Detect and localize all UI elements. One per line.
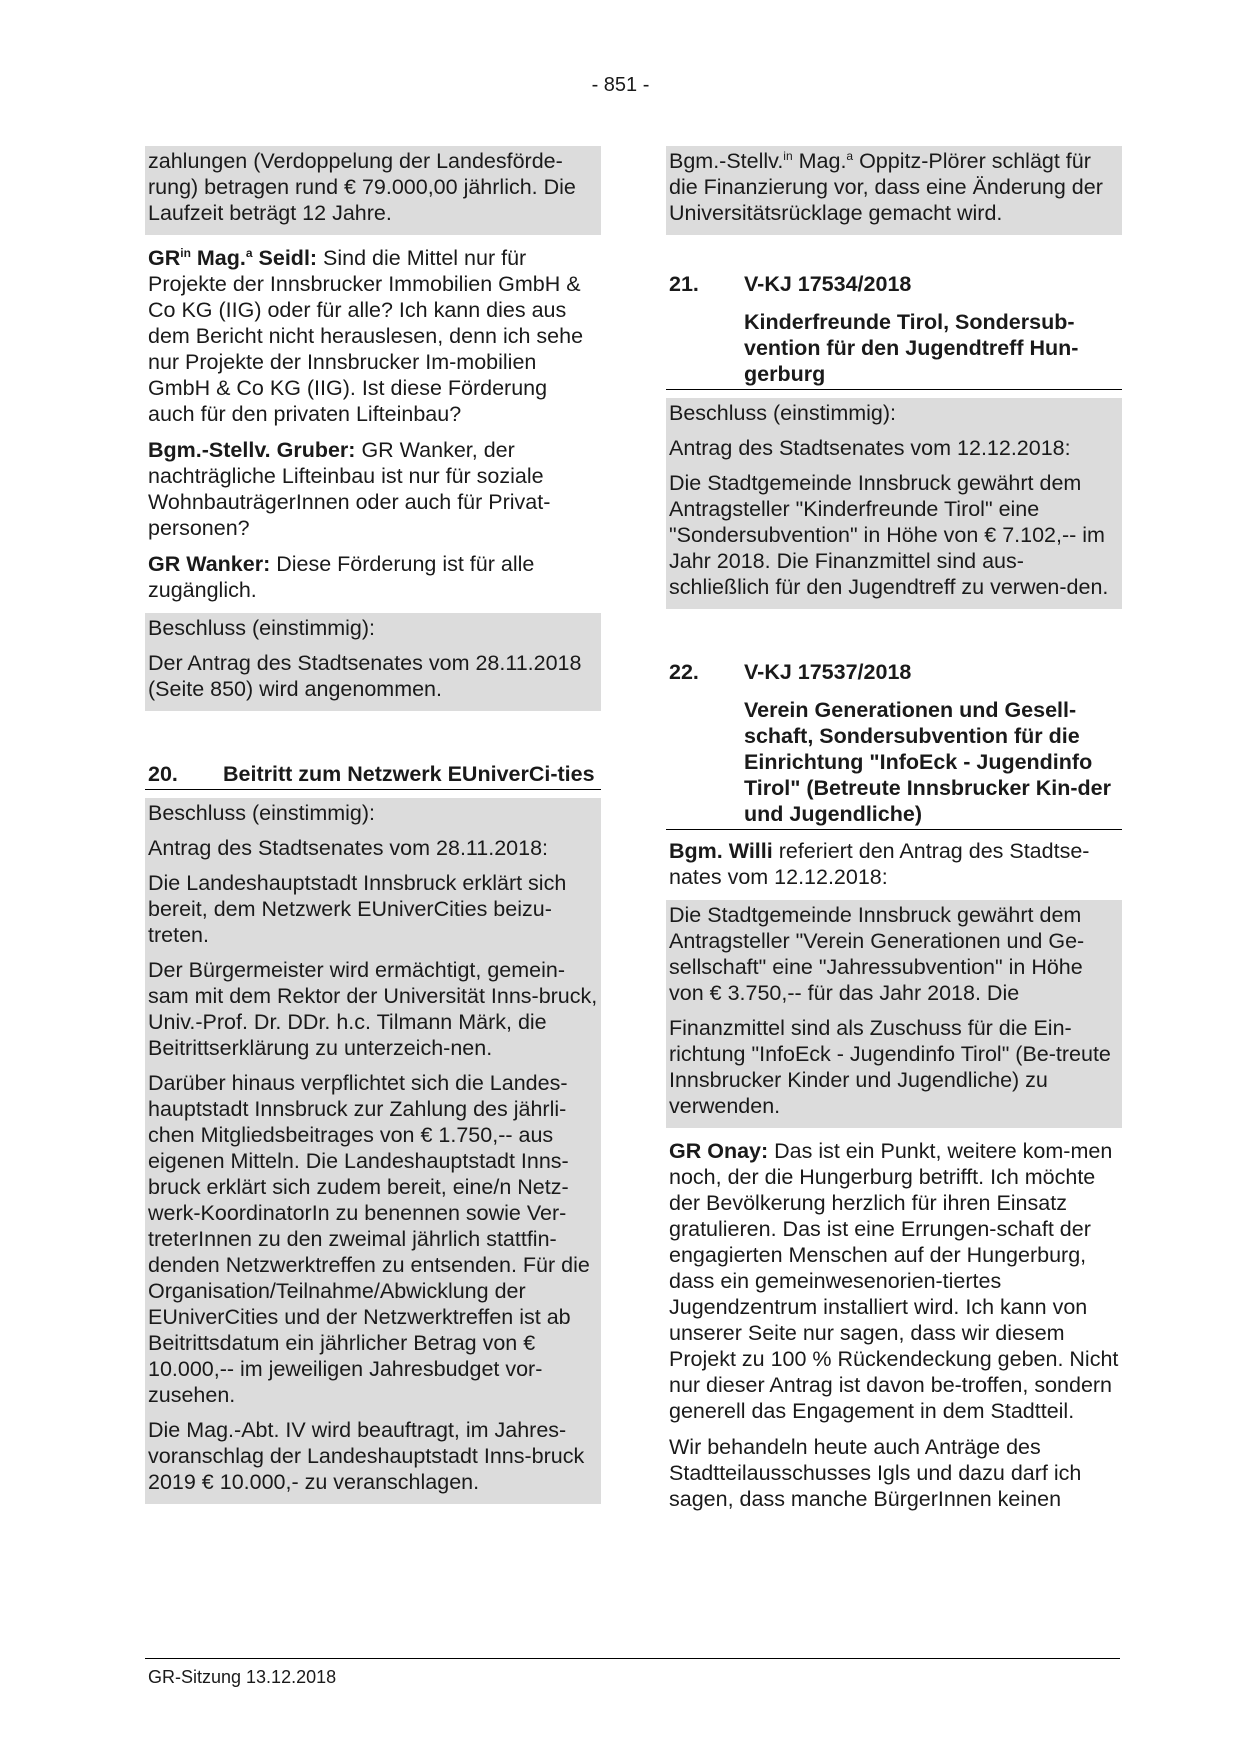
motion-paragraph: Die Mag.-Abt. IV wird beauftragt, im Jahres-voranschlag der Landeshauptstadt Inns-bruck 2019 € 10.000,- zu veranschlagen. xyxy=(145,1417,601,1504)
paragraph-continuation: zahlungen (Verdoppelung der Landesförde-rung) betragen rund € 79.000,00 jährlich. Die Laufzeit beträgt 12 Jahre. xyxy=(145,146,601,235)
page-number: - 851 - xyxy=(591,74,650,96)
motion-paragraph: Die Stadtgemeinde Innsbruck gewährt dem Antragsteller "Kinderfreunde Tirol" eine "Sondersubvention" in Höhe von € 7.102,-- im Jahr 2018. Die Finanzmittel sind aus-schließlich für den Jugendtreff zu verwen-den. xyxy=(666,470,1122,609)
resolution-block-21 xyxy=(666,398,1122,609)
speaker-gruber: Bgm.-Stellv. Gruber: xyxy=(148,438,356,462)
footer-rule xyxy=(145,1658,1120,1659)
agenda-item-21-heading xyxy=(666,271,1122,390)
footer-session-date: GR-Sitzung 13.12.2018 xyxy=(148,1667,337,1687)
motion-paragraph: Die Stadtgemeinde Innsbruck gewährt dem Antragsteller "Verein Generationen und Ge-sellschaft" eine "Jahressubvention" in Höhe von € 3.750,-- für das Jahr 2018. Die xyxy=(666,900,1122,1015)
motion-paragraph: Die Landeshauptstadt Innsbruck erklärt sich bereit, dem Netzwerk EUniverCities beizu-treten. xyxy=(145,870,601,957)
motion-block-22 xyxy=(666,900,1122,1128)
motion-intro: Antrag des Stadtsenates vom 12.12.2018: xyxy=(666,435,1122,470)
motion-intro: Antrag des Stadtsenates vom 28.11.2018: xyxy=(145,835,601,870)
right-column xyxy=(666,146,1122,1522)
speech-wanker: GR Wanker: Diese Förderung ist für alle zugänglich. xyxy=(148,552,535,602)
speech-onay: GR Onay: Das ist ein Punkt, weitere kom-men noch, der die Hungerburg betrifft. Ich möchte der Bevölkerung herzlich für ihren Einsatz gratulieren. Das ist eine Errungen-schaft der engagierten Menschen auf der Hungerburg, dass ein gemeinwesenorien-tiertes Jugendzentrum installiert wird. Ich kann von unserer Seite nur sagen, dass wir diesem Projekt zu 100 % Rückendeckung geben. Nicht nur dieser Antrag ist davon be-troffen, sondern generell das Engagement in dem Stadtteil. xyxy=(669,1139,1119,1423)
paragraph-igls: Wir behandeln heute auch Anträge des Stadtteilausschusses Igls und dazu darf ich sagen, dass manche BürgerInnen keinen xyxy=(669,1435,1082,1511)
resolution-label: Beschluss (einstimmig): xyxy=(145,798,601,835)
agenda-code: V-KJ 17534/2018 xyxy=(744,272,912,296)
motion-paragraph: Finanzmittel sind als Zuschuss für die Ein-richtung "InfoEck - Jugendinfo Tirol" (Be-treute Innsbrucker Kinder und Jugendliche) zu verwenden. xyxy=(666,1015,1122,1128)
speaker-seidl: $GR^{in}$ Mag.$^a$ Seidl: xyxy=(148,245,318,270)
motion-paragraph: Darüber hinaus verpflichtet sich die Landes-hauptstadt Innsbruck zur Zahlung des jährli-chen Mitgliedsbeitrages von € 1.750,-- aus eigenen Mitteln. Die Landeshauptstadt Inns-bruck erklärt sich zudem bereit, eine/n Netz-werk-KoordinatorIn zu benennen sowie Ver-treterInnen zu den zweimal jährlich stattfin-denden Netzwerktreffen zu entsenden. Für die Organisation/Teilnahme/Abwicklung der EUniverCities und der Netzwerktreffen ist ab Beitrittsdatum ein jährlicher Betrag von € 10.000,-- im jeweiligen Jahresbudget vor-zusehen. xyxy=(145,1070,601,1417)
agenda-number: 21. xyxy=(669,272,699,296)
agenda-title: Verein Generationen und Gesell-schaft, Sondersubvention für die Einrichtung "InfoEck - Jugendinfo Tirol" (Betreute Innsbrucker Kin-der und Jugendliche) xyxy=(744,698,1112,826)
resolution-block-19 xyxy=(145,613,601,711)
agenda-title: Beitritt zum Netzwerk EUniverCi-ties xyxy=(223,762,595,786)
agenda-item-22-heading xyxy=(666,659,1122,830)
agenda-number: 20. xyxy=(148,762,178,786)
resolution-label: Beschluss (einstimmig): xyxy=(145,613,601,650)
speaker-willi: Bgm. Willi xyxy=(669,839,773,863)
speech-willi: Bgm. Willi referiert den Antrag des Stadtse-nates vom 12.12.2018: xyxy=(669,839,1090,889)
speaker-wanker: GR Wanker: xyxy=(148,552,271,576)
agenda-title: Kinderfreunde Tirol, Sondersub-vention für den Jugendtreff Hun-gerburg xyxy=(744,310,1079,386)
motion-paragraph: Der Bürgermeister wird ermächtigt, gemein-sam mit dem Rektor der Universität Inns-bruck, Univ.-Prof. Dr. DDr. h.c. Tilmann Märk, die Beitrittserklärung zu unterzeich-nen. xyxy=(145,957,601,1070)
agenda-code: V-KJ 17537/2018 xyxy=(744,660,912,684)
left-column xyxy=(145,146,601,1514)
speech-seidl: $GR^{in}$ Mag.$^a$ Seidl: Sind die Mittel nur für Projekte der Innsbrucker Immobilien GmbH & Co KG (IIG) oder für alle? Ich kann dies aus dem Bericht nicht herauslesen, denn ich sehe nur Projekte der Innsbrucker Im-mobilien GmbH & Co KG (IIG). Ist diese Förderung auch für den privaten Lifteinbau? xyxy=(148,245,584,426)
speech-gruber: Bgm.-Stellv. Gruber: GR Wanker, der nachträgliche Lifteinbau ist nur für soziale WohnbauträgerInnen oder auch für Privat-personen? xyxy=(148,438,551,540)
agenda-number: 22. xyxy=(669,660,699,684)
agenda-item-20-heading xyxy=(145,761,601,790)
paragraph-oppitz: Bgm.-Stellv.$^{in}$ Mag.$^a$ Oppitz-Plörer schlägt für die Finanzierung vor, dass eine Änderung der Universitätsrücklage gemacht wird. xyxy=(666,146,1122,235)
resolution-block-20 xyxy=(145,798,601,1504)
speaker-onay: GR Onay: xyxy=(669,1139,769,1163)
resolution-text: Der Antrag des Stadtsenates vom 28.11.2018 (Seite 850) wird angenommen. xyxy=(145,650,601,711)
resolution-label: Beschluss (einstimmig): xyxy=(666,398,1122,435)
